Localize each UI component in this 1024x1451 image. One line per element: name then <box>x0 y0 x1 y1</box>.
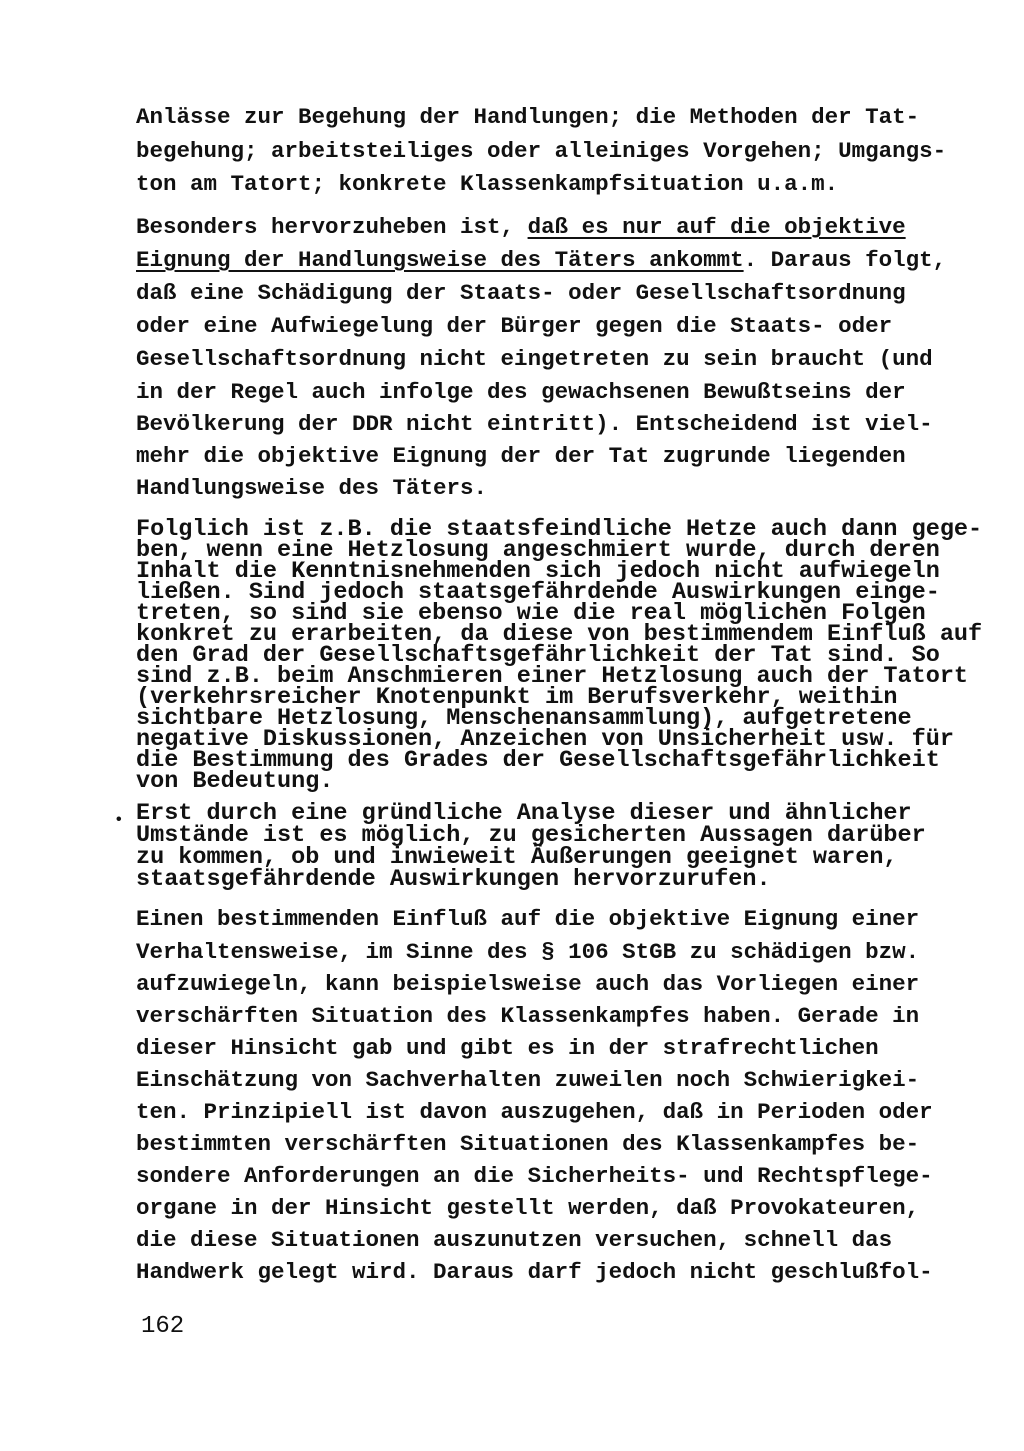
paragraph2-underlined-phrase-1: daß es nur auf die objektive <box>527 214 906 240</box>
paragraph5-line4: verschärften Situation des Klassenkampfes haben. Gerade in <box>136 1003 920 1029</box>
paragraph5-line12: Handwerk gelegt wird. Daraus darf jedoch nicht geschlußfol- <box>136 1259 933 1285</box>
paragraph4-line2: Umstände ist es möglich, zu gesicherten Aussagen darüber <box>136 822 926 849</box>
paragraph3-line7: den Grad der Gesellschaftsgefährlichkeit der Tat sind. So <box>136 642 940 669</box>
paragraph4-line1: Erst durch eine gründliche Analyse dieser und ähnlicher <box>136 800 912 827</box>
paragraph3-line4: ließen. Sind jedoch staatsgefährdende Auswirkungen einge- <box>136 579 940 606</box>
paragraph5-line2: Verhaltensweise, im Sinne des § 106 StGB zu schädigen bzw. <box>136 939 920 965</box>
paragraph2-line1 <box>136 214 906 240</box>
paragraph5-line3: aufzuwiegeln, kann beispielsweise auch das Vorliegen einer <box>136 971 920 997</box>
paragraph3-line13: von Bedeutung. <box>136 768 334 795</box>
paragraph1-line3: ton am Tatort; konkrete Klassenkampfsituation u.a.m. <box>136 171 839 197</box>
paragraph1-line1: Anlässe zur Begehung der Handlungen; die Methoden der Tat- <box>136 104 920 130</box>
paragraph5-line5: dieser Hinsicht gab und gibt es in der strafrechtlichen <box>136 1035 879 1061</box>
paragraph1-line2: begehung; arbeitsteiliges oder alleiniges Vorgehen; Umgangs- <box>136 138 947 164</box>
paragraph5-line8: bestimmten verschärften Situationen des Klassenkampfes be- <box>136 1131 920 1157</box>
paragraph3-line3: Inhalt die Kenntnisnehmenden sich jedoch nicht aufwiegeln <box>136 558 940 585</box>
paragraph3-line5: treten, so sind sie ebenso wie die real möglichen Folgen <box>136 600 926 627</box>
paragraph5-line9: sondere Anforderungen an die Sicherheits- und Rechtspflege- <box>136 1163 933 1189</box>
paragraph4-line4: staatsgefährdende Auswirkungen hervorzurufen. <box>136 866 771 893</box>
paragraph5-line1: Einen bestimmenden Einfluß auf die objektive Eignung einer <box>136 906 920 932</box>
paragraph2-line6: in der Regel auch infolge des gewachsenen Bewußtseins der <box>136 379 906 405</box>
paragraph2-line5: Gesellschaftsordnung nicht eingetreten zu sein braucht (und <box>136 346 933 372</box>
paragraph5-line7: ten. Prinzipiell ist davon auszugehen, daß in Perioden oder <box>136 1099 933 1125</box>
paragraph2-line9: Handlungsweise des Täters. <box>136 475 488 501</box>
margin-mark: • <box>114 811 124 829</box>
paragraph2-line4: oder eine Aufwiegelung der Bürger gegen die Staats- oder <box>136 313 893 339</box>
paragraph2-line7: Bevölkerung der DDR nicht eintritt). Entscheidend ist viel- <box>136 411 933 437</box>
paragraph5-line10: organe in der Hinsicht gestellt werden, daß Provokateuren, <box>136 1195 920 1221</box>
paragraph5-line6: Einschätzung von Sachverhalten zuweilen noch Schwierigkei- <box>136 1067 920 1093</box>
paragraph3-line11: negative Diskussionen, Anzeichen von Unsicherheit usw. für <box>136 726 954 753</box>
paragraph2-underlined-phrase-2: Eignung der Handlungsweise des Täters ankommt <box>136 247 744 273</box>
paragraph3-line2: ben, wenn eine Hetzlosung angeschmiert wurde, durch deren <box>136 537 940 564</box>
paragraph5-line11: die diese Situationen auszunutzen versuchen, schnell das <box>136 1227 893 1253</box>
paragraph4-line3: zu kommen, ob und inwieweit Äußerungen geeignet waren, <box>136 844 898 871</box>
paragraph2-line8: mehr die objektive Eignung der der Tat zugrunde liegenden <box>136 443 906 469</box>
paragraph3-line9: (verkehrsreicher Knotenpunkt im Berufsverkehr, weithin <box>136 684 898 711</box>
paragraph2-line2-text: . Daraus folgt, <box>743 247 947 273</box>
paragraph3-line1: Folglich ist z.B. die staatsfeindliche Hetze auch dann gege- <box>136 516 983 543</box>
paragraph2-line2 <box>136 247 946 273</box>
paragraph2-line3: daß eine Schädigung der Staats- oder Gesellschaftsordnung <box>136 280 906 306</box>
paragraph2-line1-text: Besonders hervorzuheben ist, <box>136 214 528 240</box>
paragraph3-line6: konkret zu erarbeiten, da diese von bestimmendem Einfluß auf <box>136 621 983 648</box>
paragraph3-line10: sichtbare Hetzlosung, Menschenansammlung), aufgetretene <box>136 705 912 732</box>
page-number: 162 <box>141 1313 185 1340</box>
paragraph3-line8: sind z.B. beim Anschmieren einer Hetzlosung auch der Tatort <box>136 663 969 690</box>
paragraph3-line12: die Bestimmung des Grades der Gesellschaftsgefährlichkeit <box>136 747 940 774</box>
